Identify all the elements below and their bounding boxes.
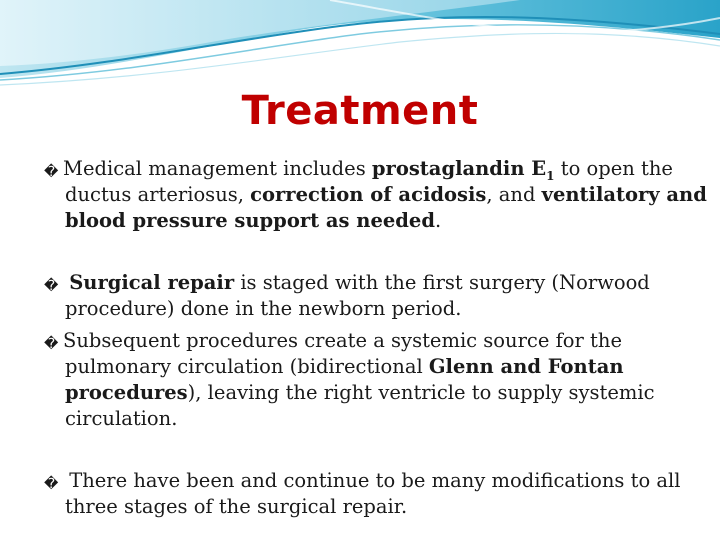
bullet-modifications: � There have been and continue to be many modifications to all three stages of the surgical repair. (44, 469, 681, 518)
slide-title: Treatment (241, 88, 479, 134)
header-wave-decoration (0, 0, 720, 90)
bullet-medical-management: � Medical management includes prostaglandin $E_1$ to open the ductus arteriosus, correction of acidosis, and ventilatory and blood pressure support as needed. (44, 157, 707, 232)
bullet-icon: � (44, 278, 59, 294)
bullet-surgical-repair: � Surgical repair is staged with the first surgery (Norwood procedure) done in the newborn period. (44, 271, 650, 320)
bullet-icon: � (44, 476, 59, 492)
bullet-icon: � (44, 336, 59, 352)
bullet-icon: � (44, 164, 59, 180)
bullet-subsequent-procedures: � Subsequent procedures create a systemic source for the pulmonary circulation (bidirectional Glenn and Fontan procedures), leaving the right ventricle to supply systemic circulation. (44, 329, 655, 430)
